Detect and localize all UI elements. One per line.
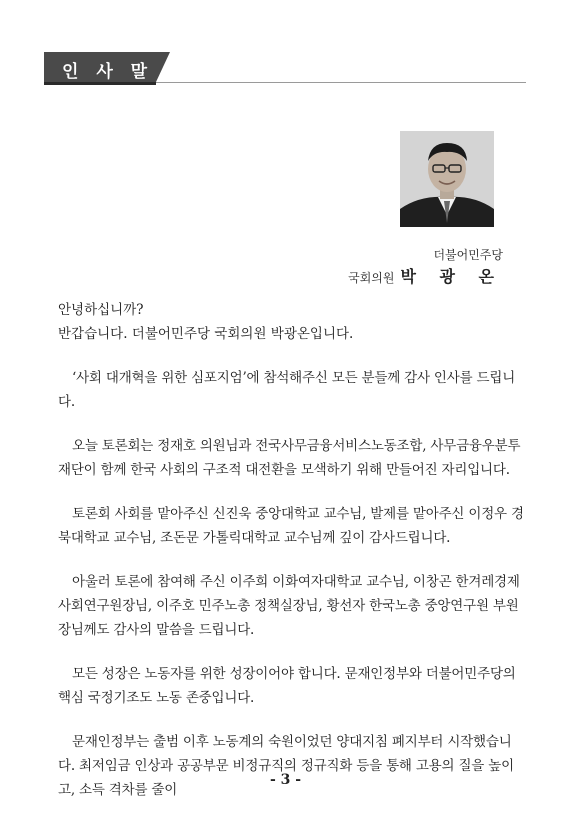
greeting-line: 안녕하십니까? [58, 302, 144, 318]
section-title-tag [44, 52, 156, 85]
greeting-line: 반갑습니다. 더불어민주당 국회의원 박광온입니다. [58, 326, 354, 342]
author-title [348, 264, 503, 287]
paragraph: 모든 성장은 노동자를 위한 성장이어야 합니다. 문재인정부와 더불어민주당의 핵심 국정기조도 노동 존중입니다. [58, 666, 516, 706]
paragraph: ‘사회 대개혁을 위한 심포지엄’에 참석해주신 모든 분들께 감사 인사를 드립니다. [58, 370, 516, 410]
page-number: - 3 - [269, 772, 302, 788]
paragraph: 오늘 토론회는 정재호 의원님과 전국사무금융서비스노동조합, 사무금융우분투재단이 함께 한국 사회의 구조적 대전환을 모색하기 위해 만들어진 자리입니다. [58, 438, 521, 478]
section-title: 인 사 말 [62, 62, 154, 82]
header-divider [156, 82, 526, 83]
paragraph: 문재인정부는 출범 이후 노동계의 숙원이었던 양대지침 폐지부터 시작했습니다. 최저임금 인상과 공공부문 비정규직의 정규직화 등을 통해 고용의 질을 높이고, 소득 격차를 줄이 [58, 734, 514, 798]
author-party: 더불어민주당 [433, 248, 503, 262]
author-name: 박 광 온 [400, 267, 503, 286]
speech-body [58, 298, 524, 822]
portrait-photo [400, 131, 494, 227]
portrait-image [400, 131, 494, 227]
author-role: 국회의원 [348, 271, 395, 285]
paragraph: 아울러 토론에 참여해 주신 이주희 이화여자대학교 교수님, 이창곤 한겨레경제사회연구원장님, 이주호 민주노총 정책실장님, 황선자 한국노총 중앙연구원 부원장님께도 감사의 말씀을 드립니다. [58, 574, 520, 638]
paragraph: 토론회 사회를 맡아주신 신진욱 중앙대학교 교수님, 발제를 맡아주신 이정우 경북대학교 교수님, 조돈문 가톨릭대학교 교수님께 깊이 감사드립니다. [58, 506, 524, 546]
